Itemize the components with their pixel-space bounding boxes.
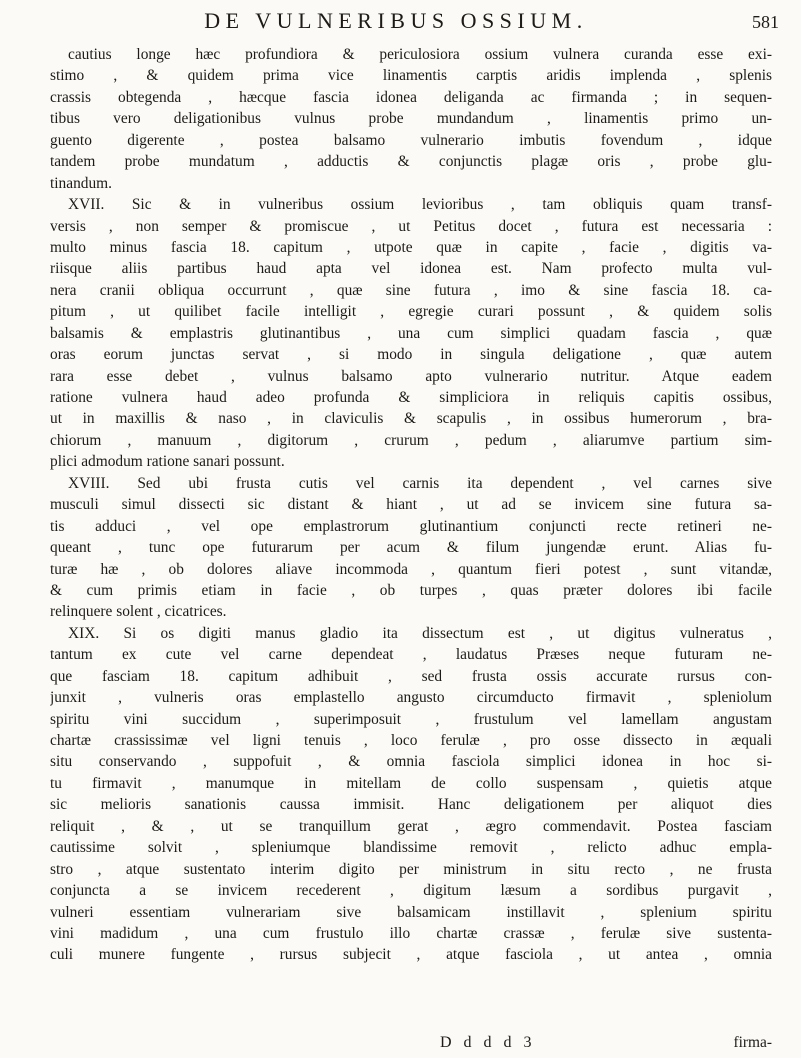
text-line: ut in maxillis & naso , in claviculis & scapulis , in ossibus humerorum , bra- xyxy=(50,410,772,428)
text-line: rara esse debet , vulnus balsamo apto vulnerario nutritur. Atque eadem xyxy=(50,367,772,385)
text-line: riisque aliis partibus haud apta vel idonea est. Nam profecto multa vul- xyxy=(50,260,772,278)
text-line: cautius longe hæc profundiora & periculosiora ossium vulnera curanda esse exi- xyxy=(68,46,772,63)
text-line: musculi simul dissecti sic distant & hiant , ut ad se invicem sine futura sa- xyxy=(50,496,772,514)
text-line: reliquit , & , ut se tranquillum gerat , ægro commendavit. Postea fasciam xyxy=(50,817,772,835)
text-line: versis , non semper & promiscue , ut Petitus docet , futura est necessaria : xyxy=(50,217,772,235)
text-line: spiritu vini succidum , superimposuit , frustulum vel lamellam angustam xyxy=(50,710,772,728)
text-line: balsamis & emplastris glutinantibus , una cum simplici quadam fascia , quæ xyxy=(50,324,772,342)
text-line: stimo , & quidem prima vice linamentis carptis aridis implenda , splenis xyxy=(50,67,772,85)
text-line: tinandum. xyxy=(50,174,112,192)
catchword: firma- xyxy=(733,1034,772,1051)
text-line: queant , tunc ope futurarum per acum & filum jungendæ erunt. Alias fu- xyxy=(50,539,772,557)
signature-row xyxy=(50,1034,772,1056)
text-line: tis adduci , vel ope emplastrorum glutinantium conjuncti recte retineri ne- xyxy=(50,517,772,535)
text-line: culi munere fungente , rursus subjecit , atque fasciola , ut antea , omnia xyxy=(50,946,772,964)
signature-mark: D d d d 3 xyxy=(440,1034,536,1051)
text-line: XVII. Sic & in vulneribus ossium levioribus , tam obliquis quam transf- xyxy=(68,196,772,214)
text-line: turæ hæ , ob dolores aliave incommoda , quantum fieri potest , sunt vitandæ, xyxy=(50,560,772,578)
text-line: XVIII. Sed ubi frusta cutis vel carnis ita dependent , vel carnes sive xyxy=(68,474,772,492)
text-line: tantum ex cute vel carne dependeat , laudatus Præses neque futuram ne- xyxy=(50,646,772,664)
text-line: conjuncta a se invicem recederent , digitum læsum a sordibus purgavit , xyxy=(50,882,772,900)
text-line: vini madidum , una cum frustulo illo chartæ crassæ , ferulæ sive sustenta- xyxy=(50,924,772,942)
text-line: sic melioris sanationis caussa immisit. Hanc deligationem per aliquot dies xyxy=(50,796,772,814)
text-line: crassis obtegenda , hæcque fascia idonea deliganda ac firmanda ; in sequen- xyxy=(50,88,772,106)
text-line: XIX. Si os digiti manus gladio ita dissectum est , ut digitus vulneratus , xyxy=(68,624,772,642)
text-line: tu firmavit , manumque in mitellam de collo suspensam , quietis atque xyxy=(50,774,772,792)
text-line: multo minus fascia 18. capitum , utpote quæ in capite , facie , digitis va- xyxy=(50,238,772,256)
body-text xyxy=(50,44,772,966)
text-line: que fasciam 18. capitum adhibuit , sed frusta ossis accurate rursus con- xyxy=(50,667,772,685)
text-line: plici admodum ratione sanari possunt. xyxy=(50,453,285,471)
text-line: relinquere solent , cicatrices. xyxy=(50,603,227,621)
text-line: ratione vulnera haud adeo profunda & simpliciora in reliquis capitis ossibus, xyxy=(50,389,772,406)
text-line: nera cranii obliqua occurrunt , quæ sine futura , imo & sine fascia 18. ca- xyxy=(50,281,772,299)
text-line: vulneri essentiam vulnerariam sive balsamicam instillavit , splenium spiritu xyxy=(50,903,772,921)
text-line: tandem probe mundatum , adductis & conjunctis plagæ oris , probe glu- xyxy=(50,153,772,171)
text-line: & cum primis etiam in facie , ob turpes , quas præter dolores ibi facile xyxy=(50,581,772,599)
text-line: tibus vero deligationibus vulnus probe mundandum , linamentis primo un- xyxy=(50,110,772,128)
running-head-title: DE VULNERIBUS OSSIUM. xyxy=(204,8,588,33)
text-line: guento digerente , postea balsamo vulnerario imbutis fovendum , idque xyxy=(50,131,772,149)
text-line: chartæ crassissimæ vel ligni tenuis , loco ferulæ , pro osse dissecto in æquali xyxy=(50,732,772,749)
text-line: cautissime solvit , spleniumque blandissime removit , relicto adhuc empla- xyxy=(50,839,772,857)
text-line: situ conservando , suppofuit , & omnia fasciola simplici idonea in hoc si- xyxy=(50,753,772,771)
text-line: pitum , ut quilibet facile intelligit , egregie curari possunt , & quidem solis xyxy=(50,303,772,321)
text-line: chiorum , manuum , digitorum , crurum , pedum , aliarumve partium sim- xyxy=(50,431,772,449)
page-number: 581 xyxy=(752,12,779,32)
text-line: stro , atque sustentato interim digito per ministrum in situ recto , ne frusta xyxy=(50,860,772,878)
running-head xyxy=(0,2,801,38)
text-line: oras eorum junctas servat , si modo in singula deligatione , quæ autem xyxy=(50,346,772,364)
text-line: junxit , vulneris oras emplastello angusto circumducto firmavit , spleniolum xyxy=(50,689,772,707)
